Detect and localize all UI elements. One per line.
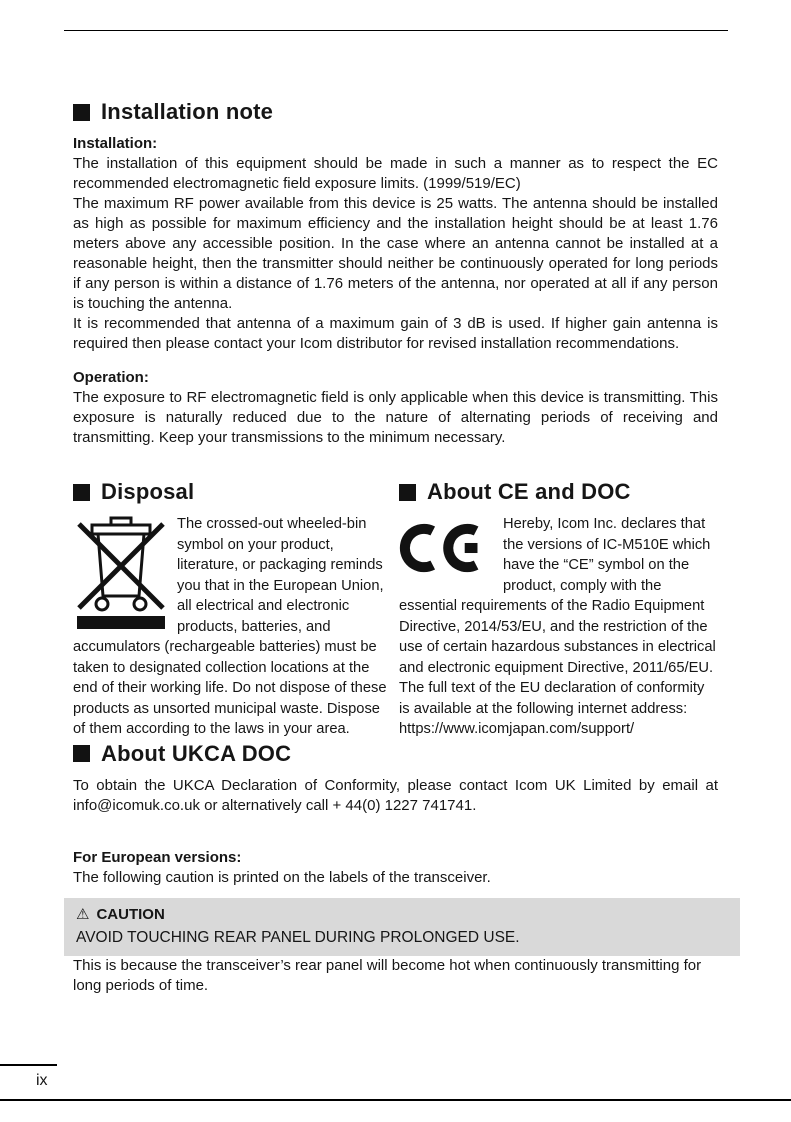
page-bottom-rule	[0, 1099, 791, 1101]
ce-doc-title: About CE and DOC	[427, 479, 631, 504]
section-bullet-icon	[73, 104, 90, 121]
two-column-section	[73, 478, 718, 740]
operation-label: Operation:	[73, 369, 149, 386]
ukca-doc-heading	[73, 740, 718, 768]
section-bullet-icon	[399, 484, 416, 501]
disposal-title: Disposal	[101, 479, 195, 504]
installation-label: Installation:	[73, 135, 158, 152]
section-bullet-icon	[73, 745, 90, 762]
european-versions-text: The following caution is printed on the labels of the transceiver.	[73, 868, 491, 886]
ce-doc-url: https://www.icomjapan.com/support/	[399, 721, 635, 737]
section-bullet-icon	[73, 484, 90, 501]
ce-doc-text: Hereby, Icom Inc. declares that the versions of IC-M510E which have the “CE” symbol on the product, comply with the essential requirements of the Radio Equipment Directive, 2014/53/EU, and the restriction of the use of certain hazardous substances in electrical and electronic equipment Directive, 2011/65/EU. The full text of the EU declaration of conformity is available at the following internet address:	[399, 516, 716, 717]
disposal-section	[73, 478, 390, 740]
installation-paragraph-2: The maximum RF power available from this device is 25 watts. The antenna should be installed as high as possible for maximum efficiency and the installation height should be at least 1.76 meters above any accessible position. In the case where an antenna cannot be installed at a reasonable height, then the transmitter should neither be continuously operated for long periods if any person is within a distance of 1.76 meters of the antenna, nor operated at all if any person is touching the antenna.	[73, 195, 718, 312]
caution-box	[64, 898, 740, 956]
disposal-heading	[73, 478, 390, 506]
ce-doc-section	[399, 478, 718, 740]
ce-mark-icon	[399, 519, 493, 577]
installation-note-title: Installation note	[101, 99, 274, 124]
installation-paragraph-1: The installation of this equipment should be made in such a manner as to respect the EC recommended electromagnetic field exposure limits. (1999/519/EC)	[73, 155, 718, 192]
ukca-doc-title: About UKCA DOC	[101, 740, 292, 766]
european-versions-label: For European versions:	[73, 848, 242, 866]
caution-title: CAUTION	[96, 905, 165, 923]
page-content	[73, 98, 718, 996]
ce-doc-text-block	[399, 514, 718, 740]
caution-text: AVOID TOUCHING REAR PANEL DURING PROLONGED USE.	[76, 928, 520, 946]
disposal-text-block	[73, 514, 390, 740]
top-rule	[64, 30, 728, 31]
caution-footnote: This is because the transceiver’s rear panel will become hot when continuously transmitting for long periods of time.	[73, 956, 702, 994]
ce-doc-heading	[399, 478, 718, 506]
ukca-doc-text: To obtain the UKCA Declaration of Conformity, please contact Icom UK Limited by email at info@icomuk.co.uk or alternatively call + 44(0) 1227 741741.	[73, 776, 718, 814]
footer-rule	[0, 1064, 57, 1066]
operation-paragraph: The exposure to RF electromagnetic field is only applicable when this device is transmitting. This exposure is naturally reduced due to the nature of alternating periods of receiving and transmitting. Keep your transmissions to the minimum necessary.	[73, 389, 718, 446]
warning-icon: ⚠	[76, 905, 90, 923]
caution-title-row	[76, 905, 728, 925]
disposal-text: The crossed-out wheeled-bin symbol on your product, literature, or packaging reminds you that in the European Union, all electrical and electronic products, batteries, and accumulators (rechargeable batteries) must be taken to designated collection locations at the end of their working life. Do not dispose of these products as unsorted municipal waste. Dispose of them according to the laws in your area.	[73, 516, 387, 737]
page-number: ix	[36, 1072, 48, 1089]
installation-paragraph-3: It is recommended that antenna of a maximum gain of 3 dB is used. If higher gain antenna is required then please contact your Icom distributor for revised installation recommendations.	[73, 315, 718, 352]
installation-note-heading	[73, 98, 718, 126]
weee-crossed-out-wheeled-bin-icon	[75, 516, 167, 630]
